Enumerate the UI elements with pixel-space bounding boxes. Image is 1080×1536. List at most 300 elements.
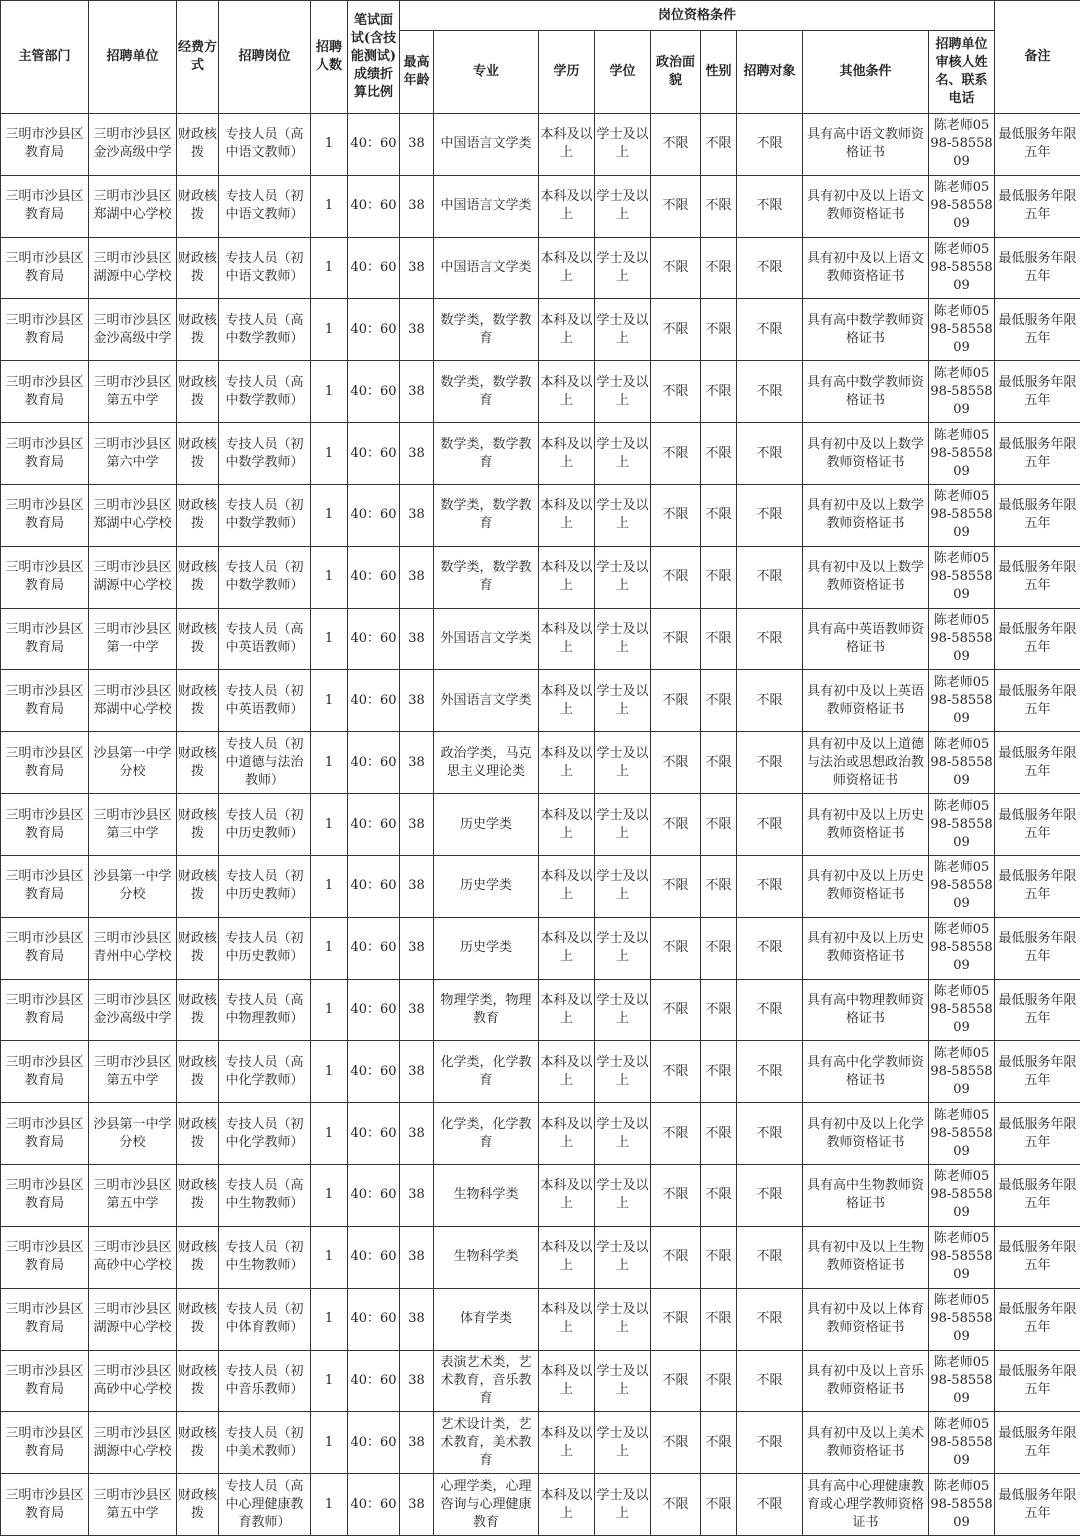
cell-other: 具有高中物理教师资格证书	[803, 979, 929, 1041]
cell-major: 表演艺术类，艺术教育，音乐教育	[434, 1350, 539, 1412]
cell-target: 不限	[737, 237, 803, 299]
cell-degree: 学士及以上	[595, 794, 651, 856]
cell-degree: 学士及以上	[595, 299, 651, 361]
cell-contact: 陈老师0598-5855809	[929, 361, 995, 423]
cell-degree: 学士及以上	[595, 1412, 651, 1474]
table-row	[1, 114, 1080, 176]
cell-age: 38	[400, 1412, 434, 1474]
cell-remark: 最低服务年限五年	[995, 361, 1080, 423]
cell-other: 具有高中数学教师资格证书	[803, 299, 929, 361]
cell-other: 具有高中生物教师资格证书	[803, 1165, 929, 1227]
cell-unit: 三明市沙县区湖源中心学校	[89, 546, 177, 608]
table-row	[1, 546, 1080, 608]
cell-gender: 不限	[701, 299, 737, 361]
cell-remark: 最低服务年限五年	[995, 1041, 1080, 1103]
cell-dept: 三明市沙县区教育局	[1, 484, 89, 546]
cell-remark: 最低服务年限五年	[995, 114, 1080, 176]
cell-ratio: 40：60	[348, 175, 400, 237]
cell-degree: 学士及以上	[595, 608, 651, 670]
cell-age: 38	[400, 917, 434, 979]
cell-count: 1	[311, 114, 348, 176]
header-remark: 备注	[995, 1, 1080, 114]
cell-major: 数学类，数学教育	[434, 299, 539, 361]
cell-gender: 不限	[701, 979, 737, 1041]
cell-dept: 三明市沙县区教育局	[1, 1288, 89, 1350]
cell-other: 具有初中及以上生物教师资格证书	[803, 1226, 929, 1288]
cell-funding: 财政核拨	[177, 670, 219, 732]
cell-target: 不限	[737, 361, 803, 423]
cell-gender: 不限	[701, 114, 737, 176]
cell-unit: 沙县第一中学分校	[89, 1103, 177, 1165]
cell-political: 不限	[651, 979, 701, 1041]
cell-target: 不限	[737, 979, 803, 1041]
cell-funding: 财政核拨	[177, 855, 219, 917]
table-row	[1, 1103, 1080, 1165]
cell-age: 38	[400, 484, 434, 546]
cell-major: 中国语言文学类	[434, 175, 539, 237]
cell-other: 具有初中及以上数学教师资格证书	[803, 546, 929, 608]
cell-unit: 沙县第一中学分校	[89, 855, 177, 917]
cell-remark: 最低服务年限五年	[995, 175, 1080, 237]
cell-major: 政治学类，马克思主义理论类	[434, 732, 539, 794]
cell-gender: 不限	[701, 1350, 737, 1412]
cell-unit: 三明市沙县区郑湖中心学校	[89, 484, 177, 546]
cell-major: 数学类，数学教育	[434, 423, 539, 485]
cell-unit: 三明市沙县区第五中学	[89, 1474, 177, 1536]
cell-other: 具有高中心理健康教育或心理学教师资格证书	[803, 1474, 929, 1536]
cell-remark: 最低服务年限五年	[995, 608, 1080, 670]
cell-education: 本科及以上	[539, 546, 595, 608]
cell-count: 1	[311, 423, 348, 485]
cell-position: 专技人员（初中语文教师）	[219, 237, 311, 299]
cell-education: 本科及以上	[539, 732, 595, 794]
cell-education: 本科及以上	[539, 794, 595, 856]
cell-count: 1	[311, 1350, 348, 1412]
cell-education: 本科及以上	[539, 299, 595, 361]
cell-count: 1	[311, 1412, 348, 1474]
cell-position: 专技人员（初中音乐教师）	[219, 1350, 311, 1412]
cell-ratio: 40：60	[348, 299, 400, 361]
cell-political: 不限	[651, 114, 701, 176]
cell-political: 不限	[651, 1412, 701, 1474]
cell-ratio: 40：60	[348, 855, 400, 917]
cell-degree: 学士及以上	[595, 114, 651, 176]
cell-education: 本科及以上	[539, 114, 595, 176]
cell-position: 专技人员（初中语文教师）	[219, 175, 311, 237]
cell-other: 具有初中及以上语文教师资格证书	[803, 175, 929, 237]
cell-ratio: 40：60	[348, 732, 400, 794]
cell-remark: 最低服务年限五年	[995, 1474, 1080, 1536]
cell-education: 本科及以上	[539, 1041, 595, 1103]
cell-dept: 三明市沙县区教育局	[1, 423, 89, 485]
cell-education: 本科及以上	[539, 917, 595, 979]
cell-target: 不限	[737, 794, 803, 856]
cell-age: 38	[400, 1474, 434, 1536]
cell-gender: 不限	[701, 1474, 737, 1536]
cell-funding: 财政核拨	[177, 175, 219, 237]
cell-target: 不限	[737, 1350, 803, 1412]
cell-other: 具有初中及以上历史教师资格证书	[803, 855, 929, 917]
cell-other: 具有初中及以上历史教师资格证书	[803, 917, 929, 979]
cell-ratio: 40：60	[348, 114, 400, 176]
cell-degree: 学士及以上	[595, 1474, 651, 1536]
cell-political: 不限	[651, 732, 701, 794]
table-row	[1, 1226, 1080, 1288]
cell-political: 不限	[651, 1041, 701, 1103]
cell-remark: 最低服务年限五年	[995, 1226, 1080, 1288]
cell-major: 生物科学类	[434, 1226, 539, 1288]
cell-target: 不限	[737, 1165, 803, 1227]
cell-remark: 最低服务年限五年	[995, 1165, 1080, 1227]
cell-target: 不限	[737, 1041, 803, 1103]
cell-funding: 财政核拨	[177, 546, 219, 608]
cell-position: 专技人员（初中历史教师）	[219, 794, 311, 856]
cell-political: 不限	[651, 1288, 701, 1350]
cell-other: 具有初中及以上道德与法治或思想政治教师资格证书	[803, 732, 929, 794]
cell-funding: 财政核拨	[177, 1041, 219, 1103]
cell-unit: 三明市沙县区郑湖中心学校	[89, 175, 177, 237]
cell-degree: 学士及以上	[595, 237, 651, 299]
cell-other: 具有初中及以上体育教师资格证书	[803, 1288, 929, 1350]
cell-degree: 学士及以上	[595, 1103, 651, 1165]
cell-age: 38	[400, 1103, 434, 1165]
cell-count: 1	[311, 1288, 348, 1350]
cell-contact: 陈老师0598-5855809	[929, 1288, 995, 1350]
cell-contact: 陈老师0598-5855809	[929, 1041, 995, 1103]
cell-target: 不限	[737, 855, 803, 917]
cell-dept: 三明市沙县区教育局	[1, 299, 89, 361]
cell-target: 不限	[737, 917, 803, 979]
cell-gender: 不限	[701, 423, 737, 485]
cell-remark: 最低服务年限五年	[995, 546, 1080, 608]
cell-remark: 最低服务年限五年	[995, 299, 1080, 361]
cell-education: 本科及以上	[539, 1226, 595, 1288]
cell-funding: 财政核拨	[177, 1165, 219, 1227]
cell-contact: 陈老师0598-5855809	[929, 546, 995, 608]
cell-target: 不限	[737, 299, 803, 361]
cell-remark: 最低服务年限五年	[995, 917, 1080, 979]
table-row	[1, 917, 1080, 979]
cell-political: 不限	[651, 175, 701, 237]
cell-dept: 三明市沙县区教育局	[1, 1474, 89, 1536]
cell-contact: 陈老师0598-5855809	[929, 670, 995, 732]
cell-position: 专技人员（高中数学教师）	[219, 299, 311, 361]
cell-contact: 陈老师0598-5855809	[929, 1474, 995, 1536]
cell-unit: 三明市沙县区金沙高级中学	[89, 299, 177, 361]
cell-contact: 陈老师0598-5855809	[929, 175, 995, 237]
cell-political: 不限	[651, 423, 701, 485]
cell-gender: 不限	[701, 546, 737, 608]
cell-dept: 三明市沙县区教育局	[1, 855, 89, 917]
cell-gender: 不限	[701, 175, 737, 237]
cell-dept: 三明市沙县区教育局	[1, 732, 89, 794]
cell-target: 不限	[737, 484, 803, 546]
cell-degree: 学士及以上	[595, 1165, 651, 1227]
cell-ratio: 40：60	[348, 361, 400, 423]
cell-age: 38	[400, 794, 434, 856]
cell-dept: 三明市沙县区教育局	[1, 1165, 89, 1227]
cell-education: 本科及以上	[539, 237, 595, 299]
cell-age: 38	[400, 114, 434, 176]
table-row	[1, 794, 1080, 856]
cell-political: 不限	[651, 608, 701, 670]
cell-count: 1	[311, 1165, 348, 1227]
cell-ratio: 40：60	[348, 1350, 400, 1412]
cell-position: 专技人员（初中道德与法治教师）	[219, 732, 311, 794]
cell-position: 专技人员（初中化学教师）	[219, 1103, 311, 1165]
cell-age: 38	[400, 1350, 434, 1412]
cell-target: 不限	[737, 1412, 803, 1474]
cell-count: 1	[311, 608, 348, 670]
cell-contact: 陈老师0598-5855809	[929, 608, 995, 670]
cell-unit: 三明市沙县区金沙高级中学	[89, 979, 177, 1041]
cell-major: 中国语言文学类	[434, 114, 539, 176]
cell-other: 具有高中数学教师资格证书	[803, 361, 929, 423]
cell-gender: 不限	[701, 1412, 737, 1474]
header-other: 其他条件	[803, 31, 929, 114]
cell-remark: 最低服务年限五年	[995, 1350, 1080, 1412]
cell-contact: 陈老师0598-5855809	[929, 1103, 995, 1165]
cell-age: 38	[400, 979, 434, 1041]
cell-ratio: 40：60	[348, 1412, 400, 1474]
table-row	[1, 979, 1080, 1041]
header-funding: 经费方式	[177, 1, 219, 114]
table-row	[1, 1474, 1080, 1536]
cell-unit: 三明市沙县区青州中心学校	[89, 917, 177, 979]
cell-degree: 学士及以上	[595, 1041, 651, 1103]
cell-unit: 三明市沙县区湖源中心学校	[89, 237, 177, 299]
cell-gender: 不限	[701, 670, 737, 732]
cell-funding: 财政核拨	[177, 114, 219, 176]
cell-political: 不限	[651, 299, 701, 361]
cell-major: 数学类，数学教育	[434, 361, 539, 423]
cell-remark: 最低服务年限五年	[995, 237, 1080, 299]
cell-unit: 三明市沙县区金沙高级中学	[89, 114, 177, 176]
header-count: 招聘人数	[311, 1, 348, 114]
cell-ratio: 40：60	[348, 670, 400, 732]
cell-major: 艺术设计类，艺术教育，美术教育	[434, 1412, 539, 1474]
cell-funding: 财政核拨	[177, 608, 219, 670]
cell-education: 本科及以上	[539, 1474, 595, 1536]
cell-dept: 三明市沙县区教育局	[1, 1041, 89, 1103]
cell-count: 1	[311, 175, 348, 237]
cell-target: 不限	[737, 114, 803, 176]
cell-political: 不限	[651, 1350, 701, 1412]
cell-other: 具有初中及以上数学教师资格证书	[803, 423, 929, 485]
cell-dept: 三明市沙县区教育局	[1, 175, 89, 237]
cell-target: 不限	[737, 670, 803, 732]
cell-major: 外国语言文学类	[434, 670, 539, 732]
cell-degree: 学士及以上	[595, 670, 651, 732]
header-degree: 学位	[595, 31, 651, 114]
cell-remark: 最低服务年限五年	[995, 484, 1080, 546]
header-contact: 招聘单位审核人姓名、联系电话	[929, 31, 995, 114]
cell-political: 不限	[651, 670, 701, 732]
cell-political: 不限	[651, 1103, 701, 1165]
cell-gender: 不限	[701, 855, 737, 917]
cell-ratio: 40：60	[348, 1226, 400, 1288]
cell-major: 历史学类	[434, 855, 539, 917]
cell-dept: 三明市沙县区教育局	[1, 979, 89, 1041]
cell-count: 1	[311, 732, 348, 794]
table-row	[1, 484, 1080, 546]
cell-education: 本科及以上	[539, 1350, 595, 1412]
cell-count: 1	[311, 546, 348, 608]
cell-unit: 三明市沙县区第五中学	[89, 1165, 177, 1227]
cell-gender: 不限	[701, 1103, 737, 1165]
cell-position: 专技人员（高中语文教师）	[219, 114, 311, 176]
cell-age: 38	[400, 1165, 434, 1227]
cell-count: 1	[311, 484, 348, 546]
cell-education: 本科及以上	[539, 1288, 595, 1350]
cell-position: 专技人员（初中历史教师）	[219, 917, 311, 979]
cell-dept: 三明市沙县区教育局	[1, 917, 89, 979]
cell-funding: 财政核拨	[177, 484, 219, 546]
cell-contact: 陈老师0598-5855809	[929, 484, 995, 546]
cell-age: 38	[400, 1288, 434, 1350]
cell-target: 不限	[737, 1288, 803, 1350]
cell-unit: 三明市沙县区第五中学	[89, 1041, 177, 1103]
cell-funding: 财政核拨	[177, 1412, 219, 1474]
cell-count: 1	[311, 1041, 348, 1103]
cell-funding: 财政核拨	[177, 732, 219, 794]
cell-other: 具有高中语文教师资格证书	[803, 114, 929, 176]
cell-ratio: 40：60	[348, 979, 400, 1041]
cell-degree: 学士及以上	[595, 979, 651, 1041]
cell-ratio: 40：60	[348, 1165, 400, 1227]
cell-position: 专技人员（高中英语教师）	[219, 608, 311, 670]
cell-remark: 最低服务年限五年	[995, 855, 1080, 917]
table-row	[1, 1165, 1080, 1227]
cell-position: 专技人员（初中数学教师）	[219, 423, 311, 485]
cell-political: 不限	[651, 794, 701, 856]
table-row	[1, 175, 1080, 237]
cell-count: 1	[311, 1103, 348, 1165]
cell-unit: 三明市沙县区高砂中心学校	[89, 1226, 177, 1288]
cell-major: 中国语言文学类	[434, 237, 539, 299]
cell-age: 38	[400, 855, 434, 917]
cell-gender: 不限	[701, 361, 737, 423]
cell-target: 不限	[737, 546, 803, 608]
cell-funding: 财政核拨	[177, 237, 219, 299]
table-row	[1, 608, 1080, 670]
cell-ratio: 40：60	[348, 1041, 400, 1103]
cell-gender: 不限	[701, 1041, 737, 1103]
cell-education: 本科及以上	[539, 979, 595, 1041]
header-target: 招聘对象	[737, 31, 803, 114]
cell-degree: 学士及以上	[595, 361, 651, 423]
cell-degree: 学士及以上	[595, 484, 651, 546]
cell-unit: 三明市沙县区第五中学	[89, 361, 177, 423]
table-row	[1, 237, 1080, 299]
cell-other: 具有初中及以上历史教师资格证书	[803, 794, 929, 856]
cell-count: 1	[311, 237, 348, 299]
cell-unit: 三明市沙县区第一中学	[89, 608, 177, 670]
cell-major: 化学类，化学教育	[434, 1103, 539, 1165]
cell-count: 1	[311, 855, 348, 917]
cell-dept: 三明市沙县区教育局	[1, 794, 89, 856]
cell-other: 具有初中及以上音乐教师资格证书	[803, 1350, 929, 1412]
cell-gender: 不限	[701, 608, 737, 670]
header-position: 招聘岗位	[219, 1, 311, 114]
cell-contact: 陈老师0598-5855809	[929, 114, 995, 176]
table-row	[1, 423, 1080, 485]
cell-target: 不限	[737, 1103, 803, 1165]
cell-major: 生物科学类	[434, 1165, 539, 1227]
cell-contact: 陈老师0598-5855809	[929, 1350, 995, 1412]
cell-other: 具有初中及以上语文教师资格证书	[803, 237, 929, 299]
cell-count: 1	[311, 299, 348, 361]
cell-degree: 学士及以上	[595, 917, 651, 979]
cell-dept: 三明市沙县区教育局	[1, 114, 89, 176]
cell-age: 38	[400, 608, 434, 670]
cell-unit: 三明市沙县区湖源中心学校	[89, 1412, 177, 1474]
cell-education: 本科及以上	[539, 608, 595, 670]
cell-education: 本科及以上	[539, 484, 595, 546]
cell-unit: 三明市沙县区第六中学	[89, 423, 177, 485]
cell-remark: 最低服务年限五年	[995, 732, 1080, 794]
cell-position: 专技人员（初中体育教师）	[219, 1288, 311, 1350]
cell-count: 1	[311, 917, 348, 979]
cell-remark: 最低服务年限五年	[995, 423, 1080, 485]
cell-target: 不限	[737, 608, 803, 670]
cell-position: 专技人员（高中物理教师）	[219, 979, 311, 1041]
cell-major: 化学类，化学教育	[434, 1041, 539, 1103]
table-row	[1, 670, 1080, 732]
cell-political: 不限	[651, 484, 701, 546]
cell-remark: 最低服务年限五年	[995, 794, 1080, 856]
cell-dept: 三明市沙县区教育局	[1, 670, 89, 732]
cell-ratio: 40：60	[348, 1103, 400, 1165]
cell-degree: 学士及以上	[595, 732, 651, 794]
cell-contact: 陈老师0598-5855809	[929, 732, 995, 794]
cell-degree: 学士及以上	[595, 1288, 651, 1350]
table-row	[1, 1041, 1080, 1103]
cell-political: 不限	[651, 361, 701, 423]
cell-other: 具有高中英语教师资格证书	[803, 608, 929, 670]
cell-age: 38	[400, 670, 434, 732]
cell-major: 数学类，数学教育	[434, 484, 539, 546]
table-row	[1, 855, 1080, 917]
cell-major: 体育学类	[434, 1288, 539, 1350]
cell-dept: 三明市沙县区教育局	[1, 1226, 89, 1288]
cell-age: 38	[400, 237, 434, 299]
cell-political: 不限	[651, 1474, 701, 1536]
cell-contact: 陈老师0598-5855809	[929, 423, 995, 485]
cell-ratio: 40：60	[348, 423, 400, 485]
cell-major: 物理学类，物理教育	[434, 979, 539, 1041]
cell-position: 专技人员（高中数学教师）	[219, 361, 311, 423]
cell-gender: 不限	[701, 732, 737, 794]
cell-remark: 最低服务年限五年	[995, 1103, 1080, 1165]
cell-funding: 财政核拨	[177, 423, 219, 485]
cell-dept: 三明市沙县区教育局	[1, 546, 89, 608]
cell-remark: 最低服务年限五年	[995, 1412, 1080, 1474]
cell-ratio: 40：60	[348, 546, 400, 608]
cell-ratio: 40：60	[348, 237, 400, 299]
cell-education: 本科及以上	[539, 1412, 595, 1474]
cell-major: 历史学类	[434, 794, 539, 856]
cell-target: 不限	[737, 175, 803, 237]
cell-education: 本科及以上	[539, 855, 595, 917]
cell-education: 本科及以上	[539, 1165, 595, 1227]
cell-dept: 三明市沙县区教育局	[1, 1350, 89, 1412]
cell-dept: 三明市沙县区教育局	[1, 361, 89, 423]
cell-degree: 学士及以上	[595, 546, 651, 608]
cell-major: 数学类，数学教育	[434, 546, 539, 608]
cell-contact: 陈老师0598-5855809	[929, 299, 995, 361]
cell-age: 38	[400, 1226, 434, 1288]
